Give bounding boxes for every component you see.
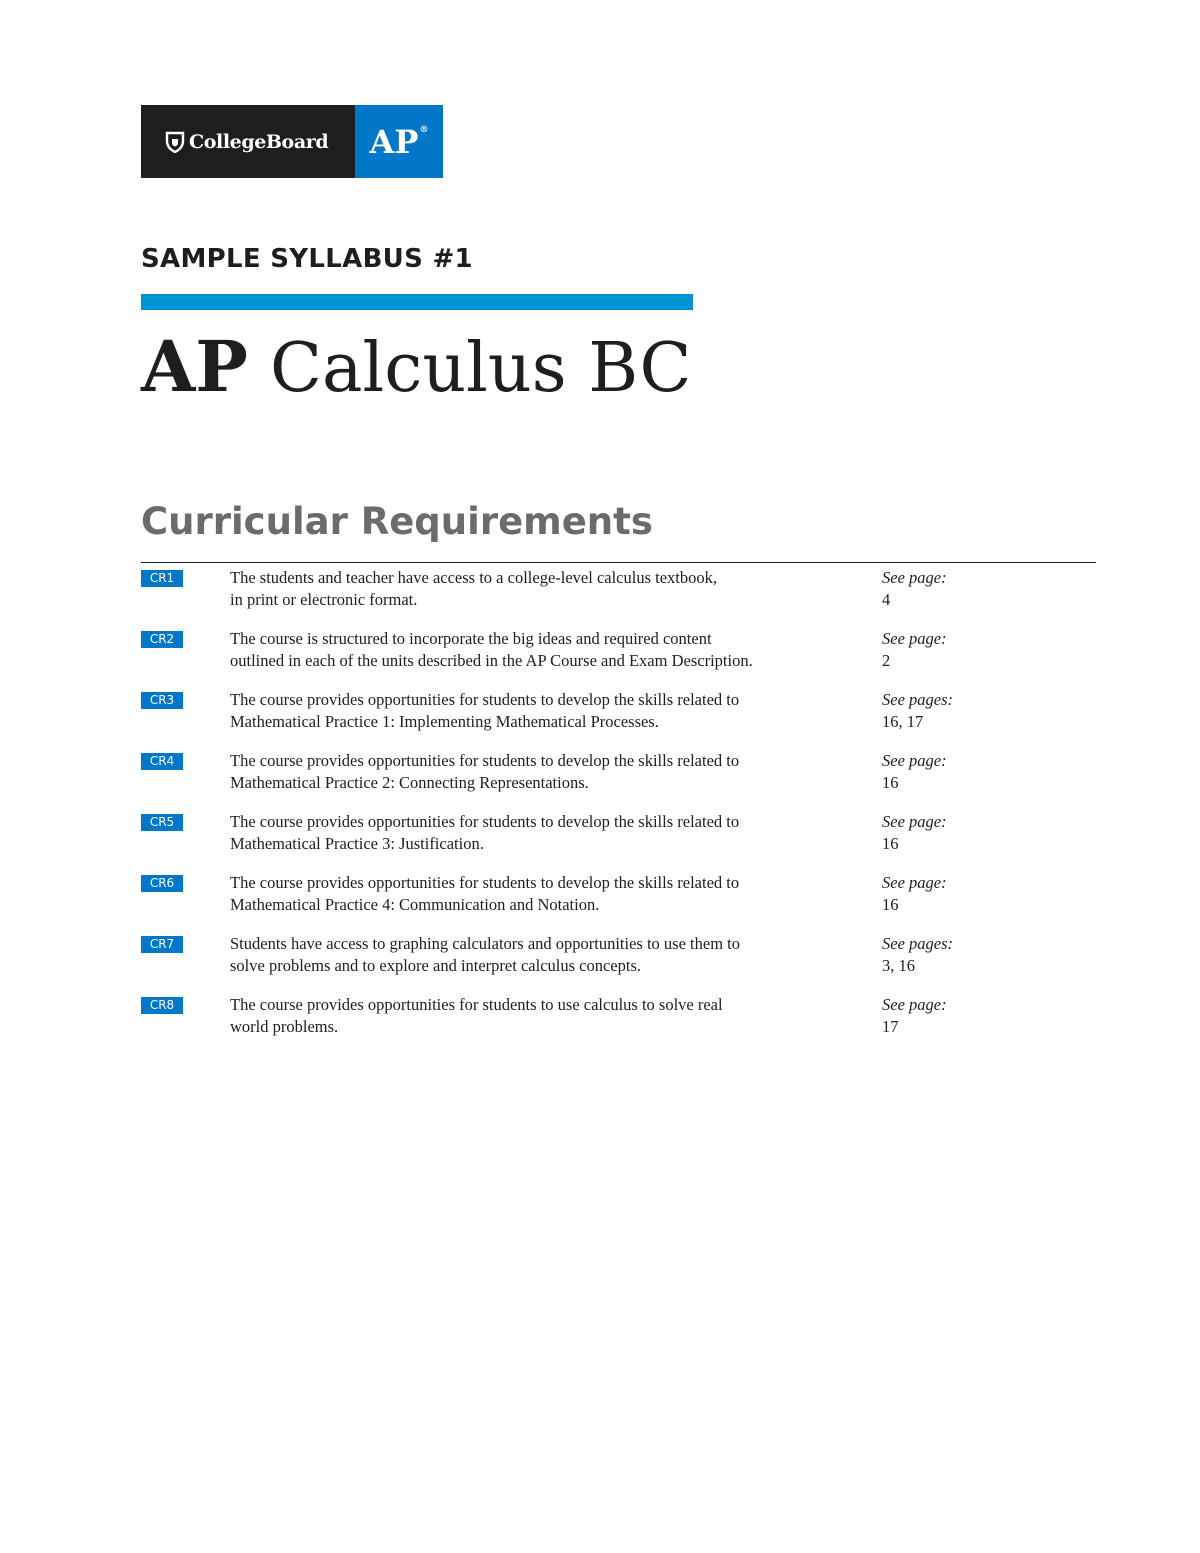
requirement-line: outlined in each of the units described in the AP Course and Exam Description. (230, 651, 753, 670)
cr-badge: CR4 (141, 753, 183, 770)
requirement-row (141, 567, 1096, 628)
page-reference (882, 750, 1082, 794)
requirement-row (141, 750, 1096, 811)
page-reference (882, 811, 1082, 855)
requirement-line: world problems. (230, 1017, 339, 1036)
cr-badge: CR3 (141, 692, 183, 709)
requirement-row (141, 628, 1096, 689)
page-reference (882, 628, 1082, 672)
requirement-line: The students and teacher have access to a college-level calculus textbook, (230, 568, 717, 587)
requirement-line: Students have access to graphing calculators and opportunities to use them to (230, 934, 741, 953)
page-reference-numbers: 3, 16 (882, 956, 915, 975)
cr-badge: CR7 (141, 936, 183, 953)
college-board-logo (141, 105, 355, 178)
requirement-line: The course provides opportunities for students to develop the skills related to (230, 812, 740, 831)
requirement-text (230, 567, 860, 611)
page-reference-label: See page: (882, 995, 947, 1014)
section-title: Curricular Requirements (141, 500, 653, 543)
requirement-row (141, 933, 1096, 994)
requirement-line: The course provides opportunities for students to develop the skills related to (230, 690, 740, 709)
course-title-ap: AP (141, 325, 248, 408)
requirement-line: The course is structured to incorporate the big ideas and required content (230, 629, 712, 648)
ap-logo-text: AP (369, 122, 419, 161)
requirement-row (141, 811, 1096, 872)
requirement-line: Mathematical Practice 3: Justification. (230, 834, 484, 853)
requirement-line: The course provides opportunities for students to develop the skills related to (230, 873, 740, 892)
cr-badge: CR1 (141, 570, 183, 587)
cr-badge: CR5 (141, 814, 183, 831)
page-reference-numbers: 16 (882, 895, 899, 914)
cr-badge: CR8 (141, 997, 183, 1014)
page-reference (882, 567, 1082, 611)
page-reference-numbers: 16 (882, 834, 899, 853)
requirement-row (141, 872, 1096, 933)
page-reference (882, 994, 1082, 1038)
course-title (141, 325, 692, 408)
requirement-line: solve problems and to explore and interpret calculus concepts. (230, 956, 641, 975)
page-reference-label: See page: (882, 873, 947, 892)
requirement-text (230, 811, 860, 855)
requirement-text (230, 994, 860, 1038)
requirement-line: Mathematical Practice 1: Implementing Mathematical Processes. (230, 712, 659, 731)
page-reference-label: See page: (882, 812, 947, 831)
requirement-text (230, 933, 860, 977)
page-reference (882, 933, 1082, 977)
course-title-name: Calculus BC (269, 329, 692, 408)
header-rule (141, 294, 693, 310)
requirement-row (141, 994, 1096, 1055)
page-reference-label: See page: (882, 751, 947, 770)
requirement-text (230, 689, 860, 733)
page-reference (882, 872, 1082, 916)
page-reference-label: See pages: (882, 690, 954, 709)
page-reference (882, 689, 1082, 733)
requirement-line: The course provides opportunities for students to develop the skills related to (230, 751, 740, 770)
cr-badge: CR2 (141, 631, 183, 648)
cr-badge: CR6 (141, 875, 183, 892)
page-reference-label: See page: (882, 568, 947, 587)
page-reference-label: See pages: (882, 934, 954, 953)
page-reference-numbers: 16 (882, 773, 899, 792)
requirements-list (141, 567, 1096, 1055)
page-reference-numbers: 2 (882, 651, 891, 670)
requirement-text (230, 628, 860, 672)
registered-mark: ® (419, 124, 429, 135)
requirement-line: in print or electronic format. (230, 590, 418, 609)
requirement-line: Mathematical Practice 2: Connecting Representations. (230, 773, 589, 792)
requirement-text (230, 872, 860, 916)
page-reference-label: See page: (882, 629, 947, 648)
ap-logo (355, 105, 443, 178)
page-reference-numbers: 17 (882, 1017, 899, 1036)
requirement-text (230, 750, 860, 794)
page-reference-numbers: 16, 17 (882, 712, 924, 731)
page-reference-numbers: 4 (882, 590, 891, 609)
acorn-shield-icon (165, 131, 185, 153)
college-board-wordmark: CollegeBoard (189, 130, 329, 153)
requirement-row (141, 689, 1096, 750)
requirement-line: Mathematical Practice 4: Communication and Notation. (230, 895, 600, 914)
requirement-line: The course provides opportunities for students to use calculus to solve real (230, 995, 723, 1014)
section-divider (141, 562, 1096, 563)
syllabus-eyebrow: SAMPLE SYLLABUS #1 (141, 244, 473, 274)
college-board-ap-logo (141, 105, 443, 178)
